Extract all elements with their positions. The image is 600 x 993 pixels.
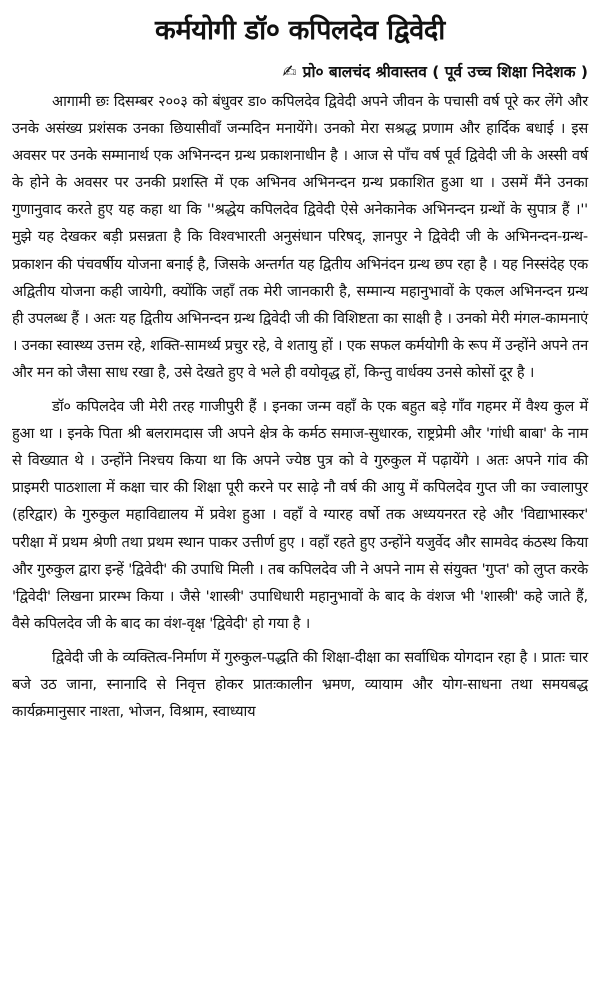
pen-writing-icon: ✍ (282, 62, 297, 82)
paragraph-1: आगामी छः दिसम्बर २००३ को बंधुवर डा० कपिलदेव द्विवेदी अपने जीवन के पचासी वर्ष पूरे कर लेंगे और उनके असंख्य प्रशंसक उनका छियासीवाँ जन्मदिन मनायेंगे। उनको मेरा सश्रद्ध प्रणाम और हार्दिक बधाई । इस अवसर पर उनके सम्मानार्थ एक अभिनन्दन ग्रन्थ प्रकाशनाधीन है । आज से पाँच वर्ष पूर्व द्विवेदी जी के अस्सी वर्ष के होने के अवसर पर उनकी प्रशस्ति में एक अभिनव अभिनन्दन ग्रन्थ प्रकाशित हुआ था । उसमें मैंने उनका गुणानुवाद करते हुए यह कहा था कि ''श्रद्धेय कपिलदेव द्विवेदी ऐसे अनेकानेक अभिनन्दन ग्रन्थों के सुपात्र हैं ।'' मुझे यह देखकर बड़ी प्रसन्नता है कि विश्वभारती अनुसंधान परिषद्, ज्ञानपुर ने द्विवेदी जी के अभिनन्दन-ग्रन्थ-प्रकाशन की पंचवर्षीय योजना बनाई है, जिसके अन्तर्गत यह द्वितीय अभिनंदन ग्रन्थ छप रहा है । यह निस्संदेह एक अद्वितीय योजना कही जायेगी, क्योंकि जहाँ तक मेरी जानकारी है, सम्मान्य महानुभावों के एकल अभिनन्दन ग्रन्थ ही उपलब्ध हैं । अतः यह द्वितीय अभिनन्दन ग्रन्थ द्विवेदी जी की विशिष्टता का साक्षी है । उनको मेरी मंगल-कामनाएं । उनका स्वास्थ्य उत्तम रहे, शक्ति-सामर्थ्य प्रचुर रहे, वे शतायु हों । एक सफल कर्मयोगी के रूप में उन्होंने अपने तन और मन को जैसा साध रखा है, उसे देखते हुए वे भले ही वयोवृद्ध हों, किन्तु वार्धक्य उनसे कोसों दूर है । (12, 93, 588, 381)
paragraph-3: द्विवेदी जी के व्यक्तित्व-निर्माण में गुरुकुल-पद्धति की शिक्षा-दीक्षा का सर्वाधिक योगदान रहा है । प्रातः चार बजे उठ जाना, स्नानादि से निवृत्त होकर प्रातःकालीन भ्रमण, व्यायाम और योग-साधना तथा समयबद्ध कार्यक्रमानुसार नाश्ता, भोजन, विश्राम, स्वाध्याय (12, 648, 588, 721)
paragraph-2: डॉ० कपिलदेव जी मेरी तरह गाजीपुरी हैं । इनका जन्म वहाँ के एक बहुत बड़े गाँव गहमर में वैश्य कुल में हुआ था । इनके पिता श्री बलरामदास जी अपने क्षेत्र के कर्मठ समाज-सुधारक, राष्ट्रप्रेमी और 'गांधी बाबा' के नाम से विख्यात थे । उन्होंने निश्चय किया था कि अपने ज्येष्ठ पुत्र को वे गुरुकुल में पढ़ायेंगे । अतः अपने गांव की प्राइमरी पाठशाला में कक्षा चार की शिक्षा पूरी करने पर साढ़े नौ वर्ष की आयु में कपिलदेव गुप्त जी का ज्वालापुर (हरिद्वार) के गुरुकुल महाविद्यालय में प्रवेश हुआ । वहाँ वे ग्यारह वर्षो तक अध्ययनरत रहे और 'विद्याभास्कर' परीक्षा में प्रथम श्रेणी तथा प्रथम स्थान पाकर उत्तीर्ण हुए । वहाँ रहते हुए उन्होंने यजुर्वेद और सामवेद कंठस्थ किया और गुरुकुल द्वारा इन्हें 'द्विवेदी' की उपाधि मिली । तब कपिलदेव जी ने अपने नाम से संयुक्त 'गुप्त' को लुप्त करके 'द्विवेदी' लिखना प्रारम्भ किया । जैसे 'शास्त्री' उपाधिधारी महानुभावों के बाद के वंशज भी 'शास्त्री' कहे जाते हैं, वैसे कपिलदेव जी के बाद का वंश-वृक्ष 'द्विवेदी' हो गया है । (12, 398, 588, 632)
article-body (12, 88, 588, 725)
article-title: कर्मयोगी डॉ० कपिलदेव द्विवेदी (155, 15, 445, 46)
author-name: प्रो० बालचंद श्रीवास्तव ( पूर्व उच्च शिक्षा निदेशक ) (302, 63, 588, 81)
author-byline (12, 60, 588, 84)
